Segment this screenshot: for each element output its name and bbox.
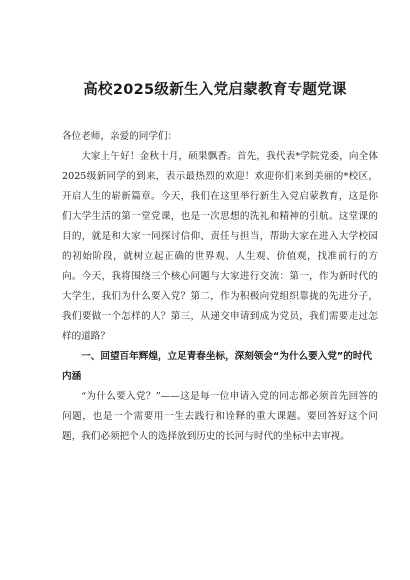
opening-paragraph: 大家上午好！金秋十月，硕果飘香。首先，我代表*学院党委，向全体2025级新同学的到来，表示最热烈的欢迎！欢迎你们来到美丽的*校区，开启人生的崭新篇章。今天，我们在这里举行新生入党启蒙教育，这是你们大学生活的第一堂党课，也是一次思想的洗礼和精神的引航。这堂课的目的，就是和大家一同探讨信仰、责任与担当，帮助大家在进入大学校园的初始阶段，就树立起正确的世界观、人生观、价值观，找准前行的方向。今天，我将围绕三个核心问题与大家进行交流：第一，作为新时代的大学生，我们为什么要入党？第二，作为积极向党组织靠拢的先进分子，我们要做一个怎样的人？第三，从递交申请到成为党员，我们需要走过怎样的道路？ [62, 151, 378, 342]
section-1-paragraph: “为什么要入党？”——这是每一位申请入党的同志都必须首先回答的问题，也是一个需要用一生去践行和诠释的重大课题。要回答好这个问题，我们必须把个人的选择放到历史的长河与时代的坐标中去审视。 [62, 391, 378, 442]
document-title: 高校2025级新生入党启蒙教育专题党课 [83, 82, 347, 98]
salutation: 各位老师，亲爱的同学们： [62, 131, 178, 142]
section-heading-1: 一、回望百年辉煌，立足青春坐标，深刻领会“为什么要入党”的时代内涵 [62, 351, 373, 382]
